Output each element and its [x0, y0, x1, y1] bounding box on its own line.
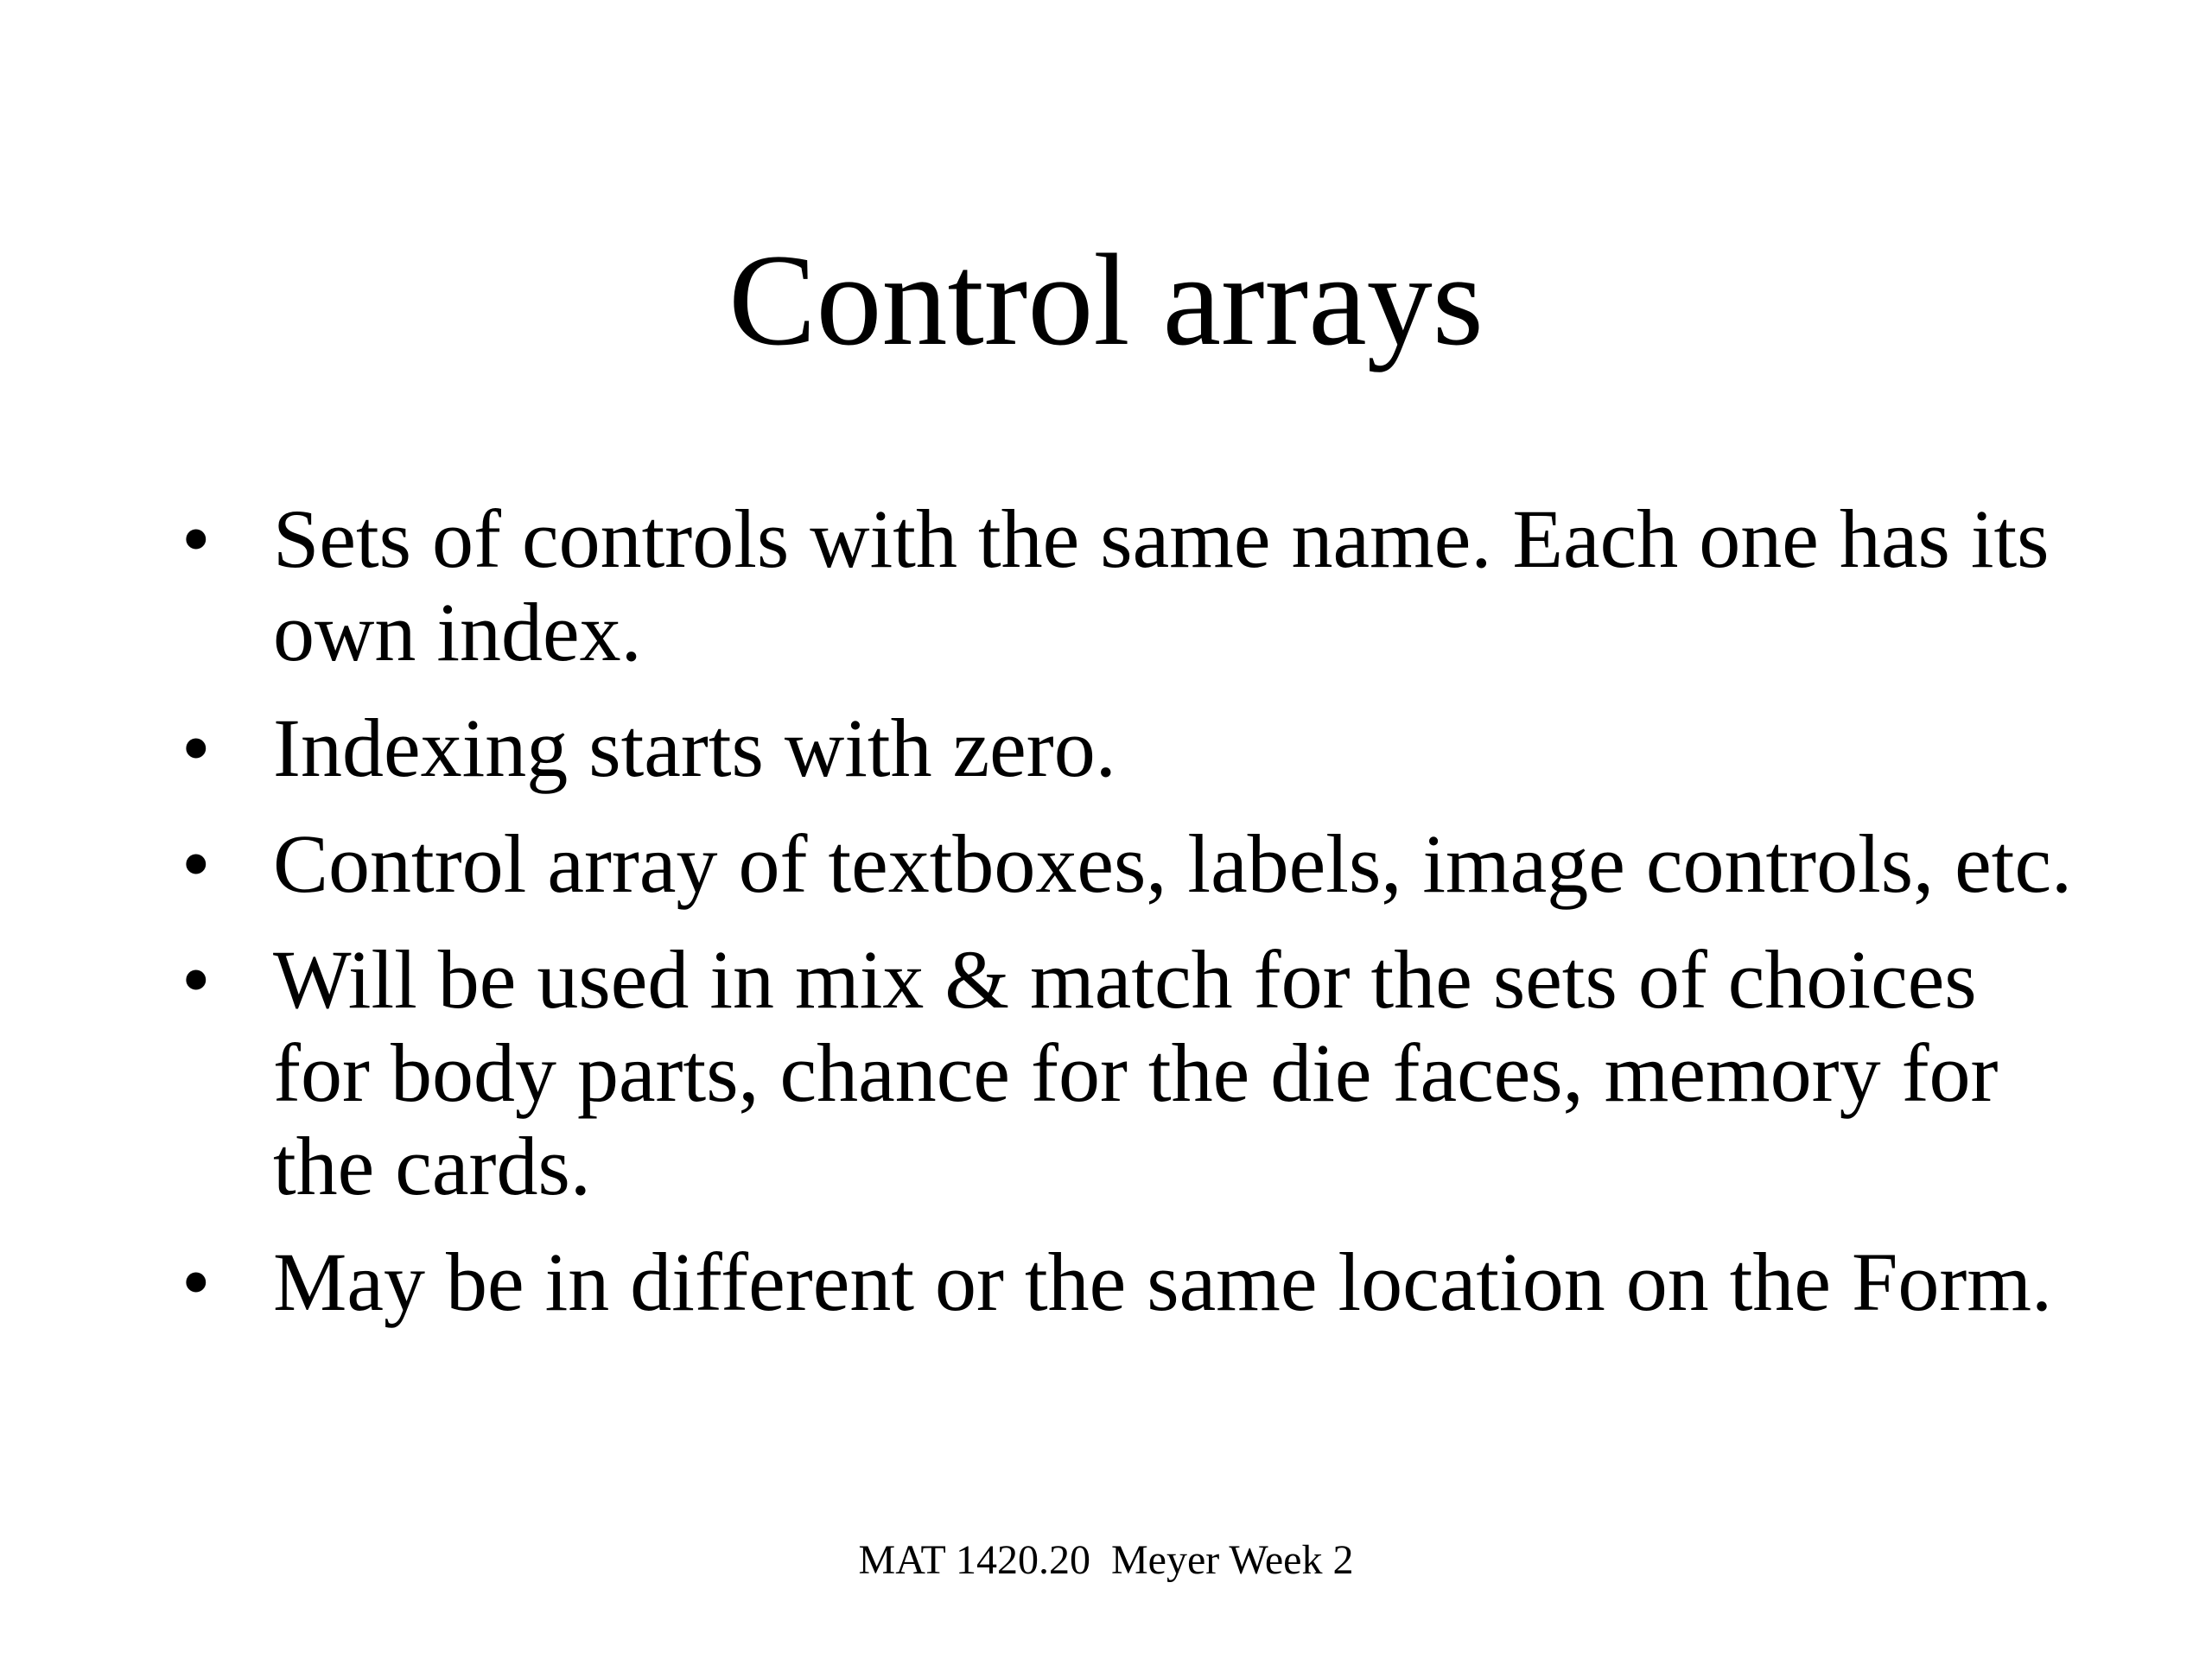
bullet-icon: •	[181, 933, 211, 1026]
bullet-icon: •	[181, 1236, 211, 1328]
slide-title: Control arrays	[728, 227, 1484, 372]
bullet-icon: •	[181, 817, 211, 910]
bullet-item	[181, 702, 2082, 795]
bullet-item	[181, 493, 2082, 679]
bullet-icon: •	[181, 493, 211, 585]
bullet-text: Indexing starts with zero.	[273, 702, 1116, 794]
bullet-text: Control array of textboxes, labels, image controls, etc.	[273, 817, 2073, 910]
bullet-text: May be in different or the same location on the Form.	[273, 1236, 2053, 1328]
bullet-list	[181, 493, 2082, 1351]
bullet-icon: •	[181, 702, 211, 794]
bullet-text: Will be used in mix & match for the sets of choices for body parts, chance for the die faces, memory for the cards.	[273, 933, 1999, 1212]
bullet-item	[181, 933, 2082, 1213]
bullet-text: Sets of controls with the same name. Each one has its own index.	[273, 493, 2050, 678]
bullet-item	[181, 1236, 2082, 1329]
bullet-item	[181, 817, 2082, 911]
slide-footer: MAT 1420.20 Meyer Week 2	[858, 1537, 1354, 1583]
